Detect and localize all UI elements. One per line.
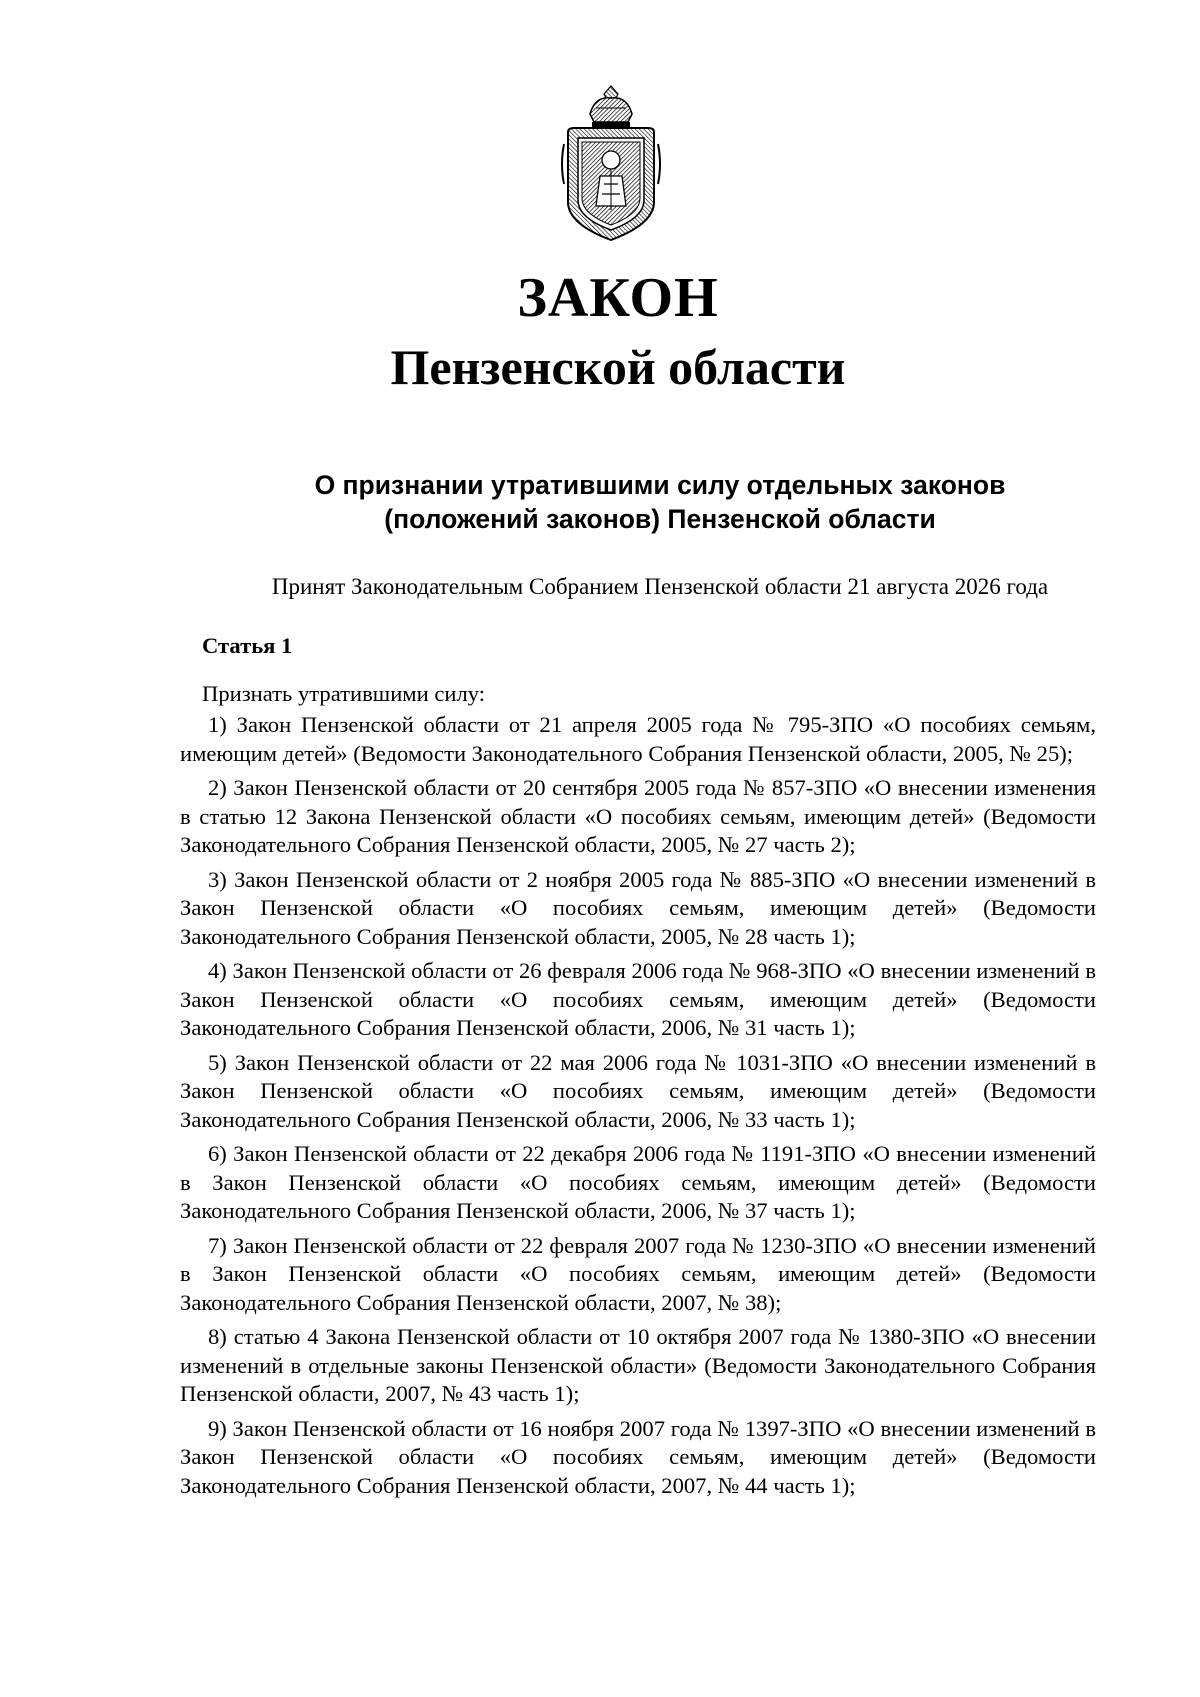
article-heading: Статья 1: [202, 633, 293, 658]
list-item: 2) Закон Пензенской области от 20 сентября 2005 года № 857-ЗПО «О внесении изменения в статью 12 Закона Пензенской области «О пособиях семьям, имеющим детей» (Ведомости Законодательного Собрания Пензенской области, 2005, № 27 часть 2);: [180, 775, 1096, 857]
list-item: 6) Закон Пензенской области от 22 декабря 2006 года № 1191-ЗПО «О внесении изменений в Закон Пензенской области «О пособиях семьям, имеющим детей» (Ведомости Законодательного Собрания Пензенской области, 2006, № 37 часть 1);: [180, 1141, 1096, 1223]
article-lead: Признать утратившими силу:: [202, 680, 486, 706]
document-body: [180, 632, 1096, 1506]
list-item: 9) Закон Пензенской области от 16 ноября 2007 года № 1397-ЗПО «О внесении изменений в Закон Пензенской области «О пособиях семьям, имеющим детей» (Ведомости Законодательного Собрания Пензенской области, 2007, № 44 часть 1);: [180, 1415, 1096, 1498]
law-subject-line-2: (положений законов) Пензенской области: [384, 504, 936, 534]
law-subject-line-1: О признании утратившими силу отдельных законов: [314, 470, 1006, 500]
law-subject: [180, 468, 1140, 536]
list-item: 5) Закон Пензенской области от 22 мая 2006 года № 1031-ЗПО «О внесении изменений в Закон Пензенской области «О пособиях семьям, имеющим детей» (Ведомости Законодательного Собрания Пензенской области, 2006, № 33 часть 1);: [180, 1049, 1096, 1132]
list-item: 3) Закон Пензенской области от 2 ноября 2005 года № 885-ЗПО «О внесении изменений в Закон Пензенской области «О пособиях семьям, имеющим детей» (Ведомости Законодательного Собрания Пензенской области, 2005, № 28 часть 1);: [180, 866, 1096, 949]
document-title: ЗАКОН: [517, 267, 719, 329]
adoption-note: Принят Законодательным Собранием Пензенской области 21 августа 2026 года: [271, 574, 1049, 599]
list-item: 7) Закон Пензенской области от 22 февраля 2007 года № 1230-ЗПО «О внесении изменений в Закон Пензенской области «О пособиях семьям, имеющим детей» (Ведомости Законодательного Собрания Пензенской области, 2007, № 38);: [180, 1232, 1096, 1315]
list-item: 1) Закон Пензенской области от 21 апреля 2005 года № 795-ЗПО «О пособиях семьям, имеющим детей» (Ведомости Законодательного Собрания Пензенской области, 2005, № 25);: [180, 712, 1096, 766]
list-item: 4) Закон Пензенской области от 26 февраля 2006 года № 968-ЗПО «О внесении изменений в Закон Пензенской области «О пособиях семьям, имеющим детей» (Ведомости Законодательного Собрания Пензенской области, 2006, № 31 часть 1);: [180, 958, 1096, 1040]
coat-of-arms-emblem: [560, 84, 662, 244]
list-item: 8) статью 4 Закона Пензенской области от 10 октября 2007 года № 1380-ЗПО «О внесении изменений в отдельные законы Пензенской области» (Ведомости Законодательного Собрания Пензенской области, 2007, № 43 часть 1);: [180, 1324, 1096, 1406]
crown-icon: [590, 86, 632, 128]
document-region: Пензенской области: [390, 339, 846, 395]
shield-icon: [568, 128, 654, 240]
